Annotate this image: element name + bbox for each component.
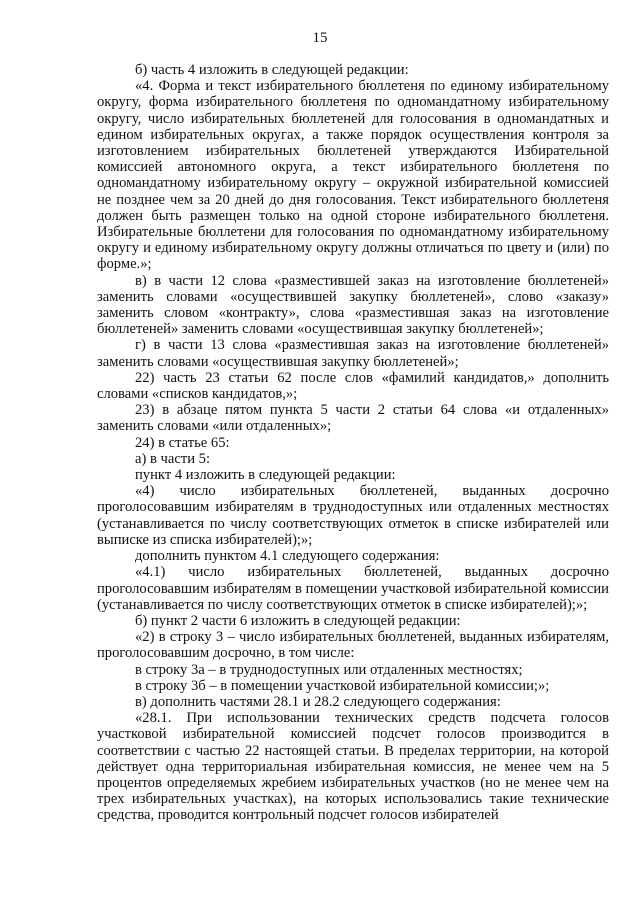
paragraph: пункт 4 изложить в следующей редакции: [135,467,396,484]
document-body [97,62,609,824]
paragraph: 23) в абзаце пятом пункта 5 части 2 статьи 64 слова «и отдаленных» заменить словами «или отдаленных»; [97,402,609,435]
paragraph: в строку 3а – в труднодоступных или отдаленных местностях; [135,661,523,678]
paragraph: «4) число избирательных бюллетеней, выданных досрочно проголосовавшим избирателям в труднодоступных или отдаленных местностях (устанавливается по числу соответствующих отметок в списке избирателей или выписке из списка избирателей);»; [97,483,609,548]
paragraph: а) в части 5: [135,450,211,467]
paragraph: «4. Форма и текст избирательного бюллетеня по единому избирательному округу, форма избирательного бюллетеня по одномандатному избирательному округу, число избирательных бюллетеней для голосования в одномандатных и едином избирательных округах, а также порядок осуществления контроля за изготовлением избирательных бюллетеней утверждаются Избирательной комиссией автономного округа, а текст избирательного бюллетеня по одномандатному избирательному округу – окружной избирательной комиссией не позднее чем за 20 дней до дня голосования. Текст избирательного бюллетеня должен быть размещен только на одной стороне избирательного бюллетеня. Избирательные бюллетени для голосования по одномандатному избирательному округу и единому избирательному округу должны отличаться по цвету и (или) по форме.»; [97,78,609,273]
paragraph: в) дополнить частями 28.1 и 28.2 следующего содержания: [135,693,501,710]
paragraph: б) пункт 2 части 6 изложить в следующей редакции: [135,612,461,629]
paragraph: 22) часть 23 статьи 62 после слов «фамилий кандидатов,» дополнить словами «списков кандидатов,»; [97,369,609,403]
paragraph: б) часть 4 изложить в следующей редакции: [135,62,409,78]
paragraph: дополнить пунктом 4.1 следующего содержания: [135,548,440,565]
paragraph: в) в части 12 слова «разместившей заказ на изготовление бюллетеней» заменить словами «осуществившей закупку бюллетеней», слово «заказу» заменить словом «контракту», слова «разместившая заказ на изготовление бюллетеней» заменить словами «осуществившая закупку бюллетеней»; [97,272,609,338]
paragraph: «28.1. При использовании технических средств подсчета голосов участковой избирательной комиссией подсчет голосов производится в соответствии с частью 22 настоящей статьи. В пределах территории, на которой действует одна территориальная избирательная комиссия, не менее чем на 5 процентов определяемых жребием избирательных участков (но не менее чем на трех избирательных участках), на которых использовались такие технические средства, проводится контрольный подсчет голосов избирателей [97,710,609,824]
paragraph: в строку 3б – в помещении участковой избирательной комиссии;»; [135,677,550,694]
paragraph: г) в части 13 слова «разместившая заказ на изготовление бюллетеней» заменить словами «осуществившая закупку бюллетеней»; [97,337,609,370]
page-number: 15 [312,30,328,46]
paragraph: 24) в статье 65: [135,434,230,451]
paragraph: «4.1) число избирательных бюллетеней, выданных досрочно проголосовавшим избирателям в помещении участковой избирательной комиссии (устанавливается по числу соответствующих отметок в списке избирателей);»; [97,564,609,613]
paragraph: «2) в строку 3 – число избирательных бюллетеней, выданных избирателям, проголосовавшим досрочно, в том числе: [97,629,609,662]
